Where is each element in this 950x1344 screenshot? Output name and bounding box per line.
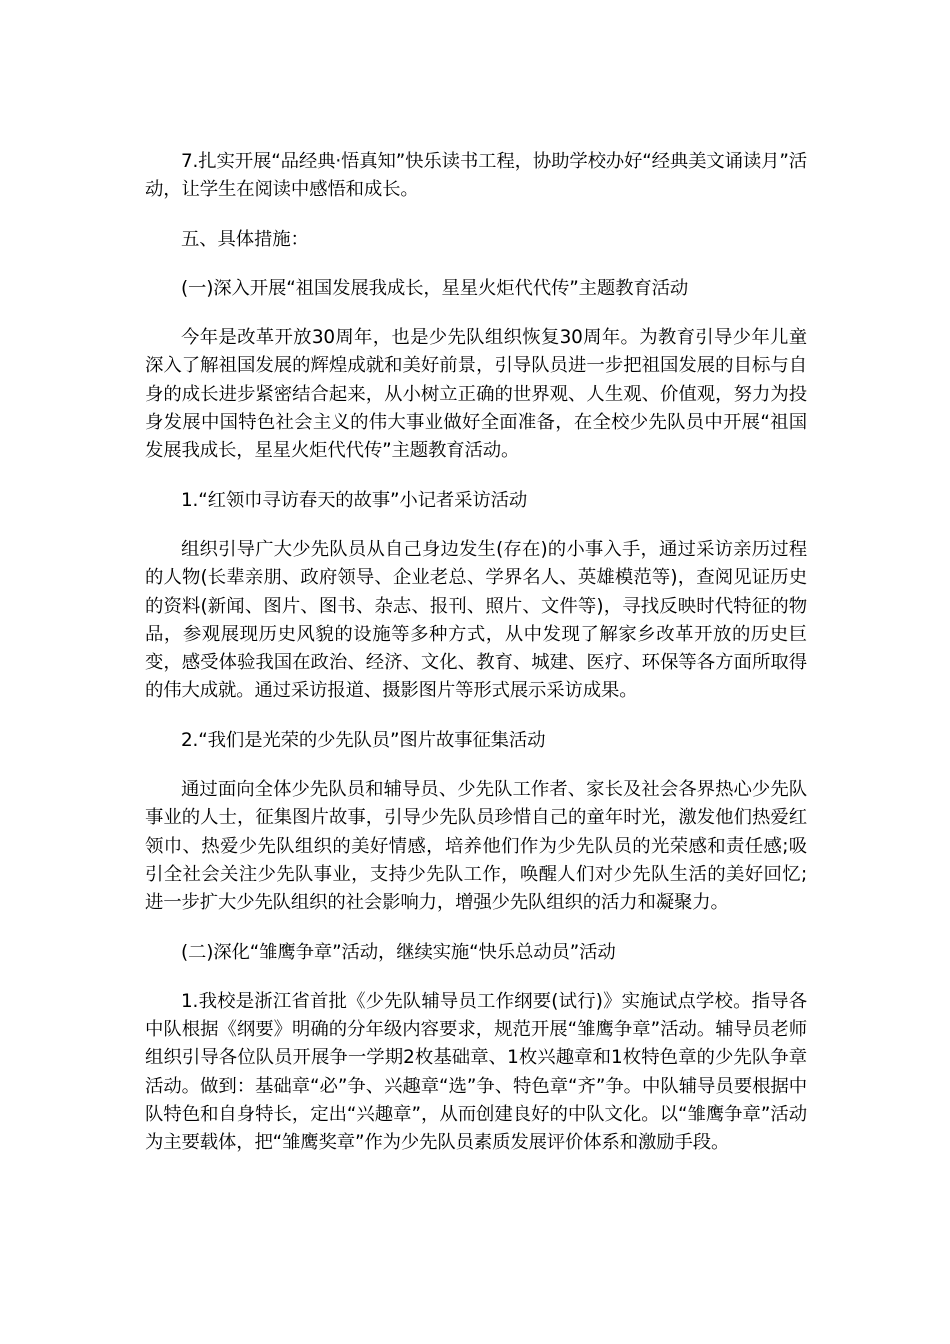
subheading-theme-education: (一)深入开展“祖国发展我成长，星星火炬代代传”主题教育活动 bbox=[181, 277, 689, 299]
paragraph-reading-project: 7.扎实开展“品经典·悟真知”快乐读书工程，协助学校办好“经典美文诵读月”活动，让学生在阅读中感悟和成长。 bbox=[145, 151, 807, 201]
paragraph-interview: 组织引导广大少先队员从自己身边发生(存在)的小事入手，通过采访亲历过程的人物(长辈亲朋、政府领导、企业老总、学界名人、英雄模范等)，查阅见证历史的资料(新闻、图片、图书、杂志、报刊、照片、文件等)，寻找反映时代特征的物品，参观展现历史风貌的设施等多种方式，从中发现了解家乡改革开放的历史巨变，感受体验我国在政治、经济、文化、教育、城建、医疗、环保等各方面所取得的伟大成就。通过采访报道、摄影图片等形式展示采访成果。 bbox=[145, 538, 807, 702]
subheading-eagle-badge: (二)深化“雏鹰争章”活动，继续实施“快乐总动员”活动 bbox=[181, 941, 616, 963]
subheading-reporter-activity: 1.“红领巾寻访春天的故事”小记者采访活动 bbox=[181, 489, 528, 511]
paragraph-anniversary: 今年是改革开放30周年，也是少先队组织恢复30周年。为教育引导少年儿童深入了解祖国发展的辉煌成就和美好前景，引导队员进一步把祖国发展的目标与自身的成长进步紧密结合起来，从小树立正确的世界观、人生观、价值观，努力为投身发展中国特色社会主义的伟大事业做好全面准备，在全校少先队员中开展“祖国发展我成长，星星火炬代代传”主题教育活动。 bbox=[145, 327, 807, 462]
subheading-photo-story: 2.“我们是光荣的少先队员”图片故事征集活动 bbox=[181, 729, 546, 751]
paragraph-pilot-school: 1.我校是浙江省首批《少先队辅导员工作纲要(试行)》实施试点学校。指导各中队根据《纲要》明确的分年级内容要求，规范开展“雏鹰争章”活动。辅导员老师组织引导各位队员开展争一学期2枚基础章、1枚兴趣章和1枚特色章的少先队争章活动。做到：基础章“必”争、兴趣章“选”争、特色章“齐”争。中队辅导员要根据中队特色和自身特长，定出“兴趣章”，从而创建良好的中队文化。以“雏鹰争章”活动为主要载体，把“雏鹰奖章”作为少先队员素质发展评价体系和激励手段。 bbox=[145, 990, 807, 1154]
paragraph-photo-collection: 通过面向全体少先队员和辅导员、少先队工作者、家长及社会各界热心少先队事业的人士，征集图片故事，引导少先队员珍惜自己的童年时光，激发他们热爱红领巾、热爱少先队组织的美好情感，培养他们作为少先队员的光荣感和责任感;吸引全社会关注少先队事业，支持少先队工作，唤醒人们对少先队生活的美好回忆;进一步扩大少先队组织的社会影响力，增强少先队组织的活力和凝聚力。 bbox=[145, 779, 807, 914]
section-heading-measures: 五、具体措施： bbox=[181, 228, 309, 250]
document-body bbox=[145, 148, 807, 1179]
